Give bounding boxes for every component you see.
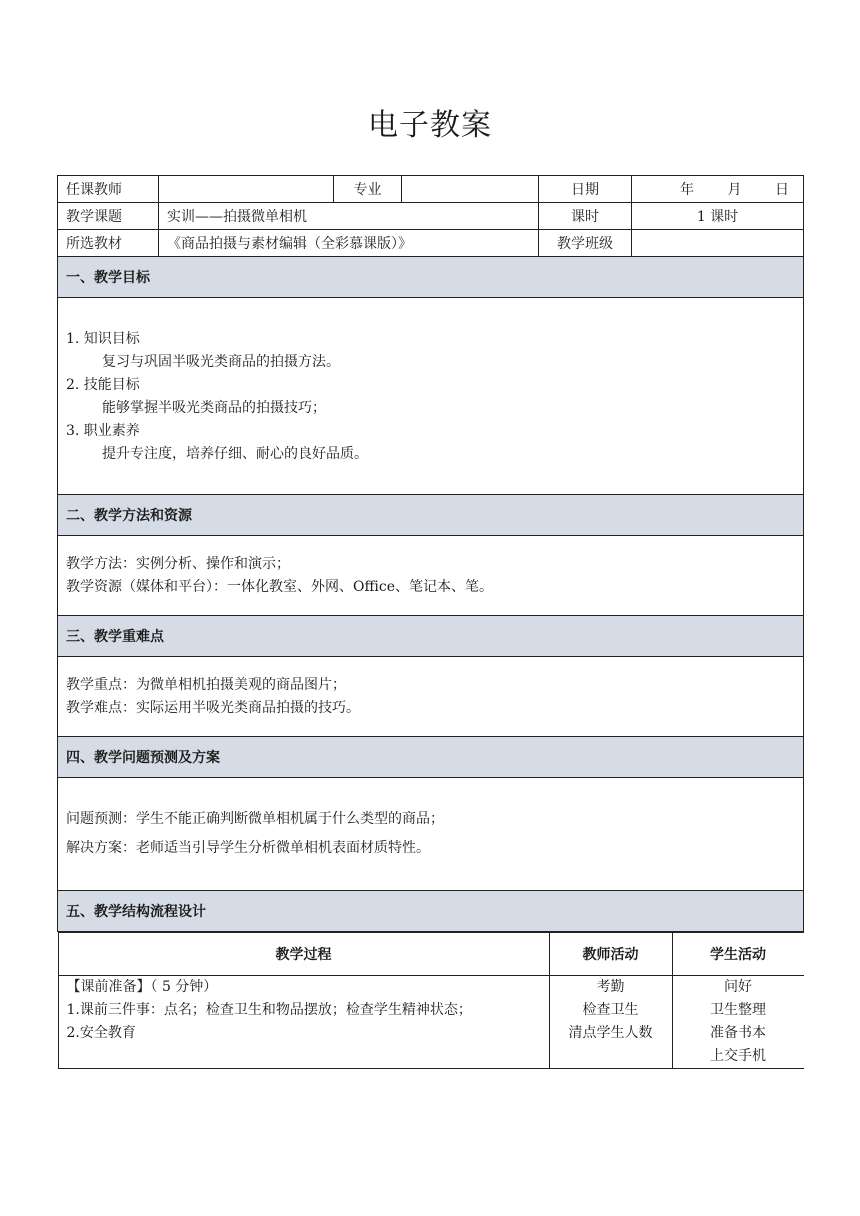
section-heading: 一、教学目标 bbox=[58, 257, 804, 298]
section-heading-structure bbox=[58, 891, 804, 932]
problem-prediction-line: 问题预测：学生不能正确判断微单相机属于什么类型的商品； bbox=[66, 811, 444, 827]
teacher-activity: 考勤 bbox=[596, 979, 625, 995]
objective-1-title: 1. 知识目标 bbox=[66, 331, 140, 347]
student-activity-cell bbox=[672, 976, 804, 1069]
process-line: 1.课前三件事：点名；检查卫生和物品摆放；检查学生精神状态； bbox=[66, 1002, 472, 1018]
methods-line: 教学方法：实例分析、操作和演示； bbox=[66, 555, 290, 572]
info-row-1 bbox=[58, 176, 804, 203]
date-day-label: 日 bbox=[775, 182, 789, 198]
date-month-label: 月 bbox=[727, 182, 742, 198]
column-header-teacher: 教师活动 bbox=[549, 933, 672, 976]
difficulty-line: 教学难点：实际运用半吸光类商品拍摄的技巧。 bbox=[66, 699, 360, 716]
process-line: 【课前准备】（ 5 分钟） bbox=[66, 979, 218, 995]
section-heading: 二、教学方法和资源 bbox=[58, 495, 804, 536]
process-cell bbox=[58, 976, 549, 1069]
process-table-row bbox=[58, 932, 804, 1070]
class-label: 教学班级 bbox=[539, 230, 632, 257]
student-activity: 准备书本 bbox=[710, 1025, 766, 1041]
objective-3-text: 提升专注度，培养仔细、耐心的良好品质。 bbox=[102, 446, 368, 462]
section-heading-methods bbox=[58, 495, 804, 536]
student-activity: 问好 bbox=[724, 979, 752, 995]
hours-value[interactable]: 1 课时 bbox=[632, 203, 804, 230]
student-activity: 卫生整理 bbox=[710, 1002, 766, 1018]
class-value[interactable] bbox=[632, 230, 804, 257]
objective-2-text: 能够掌握半吸光类商品的拍摄技巧； bbox=[102, 400, 326, 416]
date-year-label: 年 bbox=[680, 182, 694, 198]
section-content-problems bbox=[58, 778, 804, 891]
major-label: 专业 bbox=[334, 176, 402, 203]
section-heading: 三、教学重难点 bbox=[58, 616, 804, 657]
teacher-label: 任课教师 bbox=[58, 176, 159, 203]
section-content-objectives bbox=[58, 298, 804, 495]
teacher-value[interactable] bbox=[159, 176, 334, 203]
column-header-student: 学生活动 bbox=[672, 933, 804, 976]
textbook-label: 所选教材 bbox=[58, 230, 159, 257]
topic-label: 教学课题 bbox=[58, 203, 159, 230]
objective-3-title: 3. 职业素养 bbox=[66, 423, 140, 439]
textbook-value[interactable]: 《商品拍摄与素材编辑（全彩慕课版）》 bbox=[159, 230, 539, 257]
objective-1-text: 复习与巩固半吸光类商品的拍摄方法。 bbox=[102, 354, 340, 370]
teacher-activity: 检查卫生 bbox=[582, 1002, 639, 1018]
column-header-process: 教学过程 bbox=[58, 933, 549, 976]
section-heading-key-points bbox=[58, 616, 804, 657]
process-table bbox=[58, 932, 804, 1069]
objective-2-title: 2. 技能目标 bbox=[66, 377, 140, 393]
table-row bbox=[58, 976, 804, 1069]
section-heading: 五、教学结构流程设计 bbox=[58, 891, 804, 932]
date-value[interactable] bbox=[632, 176, 804, 203]
major-value[interactable] bbox=[402, 176, 539, 203]
section-content-methods bbox=[58, 536, 804, 616]
lesson-plan-table bbox=[57, 175, 804, 1069]
key-point-line: 教学重点：为微单相机拍摄美观的商品图片； bbox=[66, 676, 346, 693]
resources-line: 教学资源（媒体和平台）：一体化教室、外网、Office、笔记本、笔。 bbox=[66, 578, 494, 595]
process-line: 2.安全教育 bbox=[66, 1025, 136, 1041]
hours-label: 课时 bbox=[539, 203, 632, 230]
topic-value[interactable]: 实训——拍摄微单相机 bbox=[159, 203, 539, 230]
teacher-activity-cell bbox=[549, 976, 672, 1069]
section-heading-problems bbox=[58, 737, 804, 778]
info-row-3 bbox=[58, 230, 804, 257]
process-table-header bbox=[58, 933, 804, 976]
section-heading: 四、教学问题预测及方案 bbox=[58, 737, 804, 778]
section-heading-objectives bbox=[58, 257, 804, 298]
solution-line: 解决方案：老师适当引导学生分析微单相机表面材质特性。 bbox=[66, 840, 430, 856]
date-label: 日期 bbox=[539, 176, 632, 203]
student-activity: 上交手机 bbox=[710, 1048, 766, 1064]
teacher-activity: 清点学生人数 bbox=[568, 1025, 653, 1041]
info-row-2 bbox=[58, 203, 804, 230]
document-title: 电子教案 bbox=[368, 108, 492, 143]
section-content-key-points bbox=[58, 657, 804, 737]
